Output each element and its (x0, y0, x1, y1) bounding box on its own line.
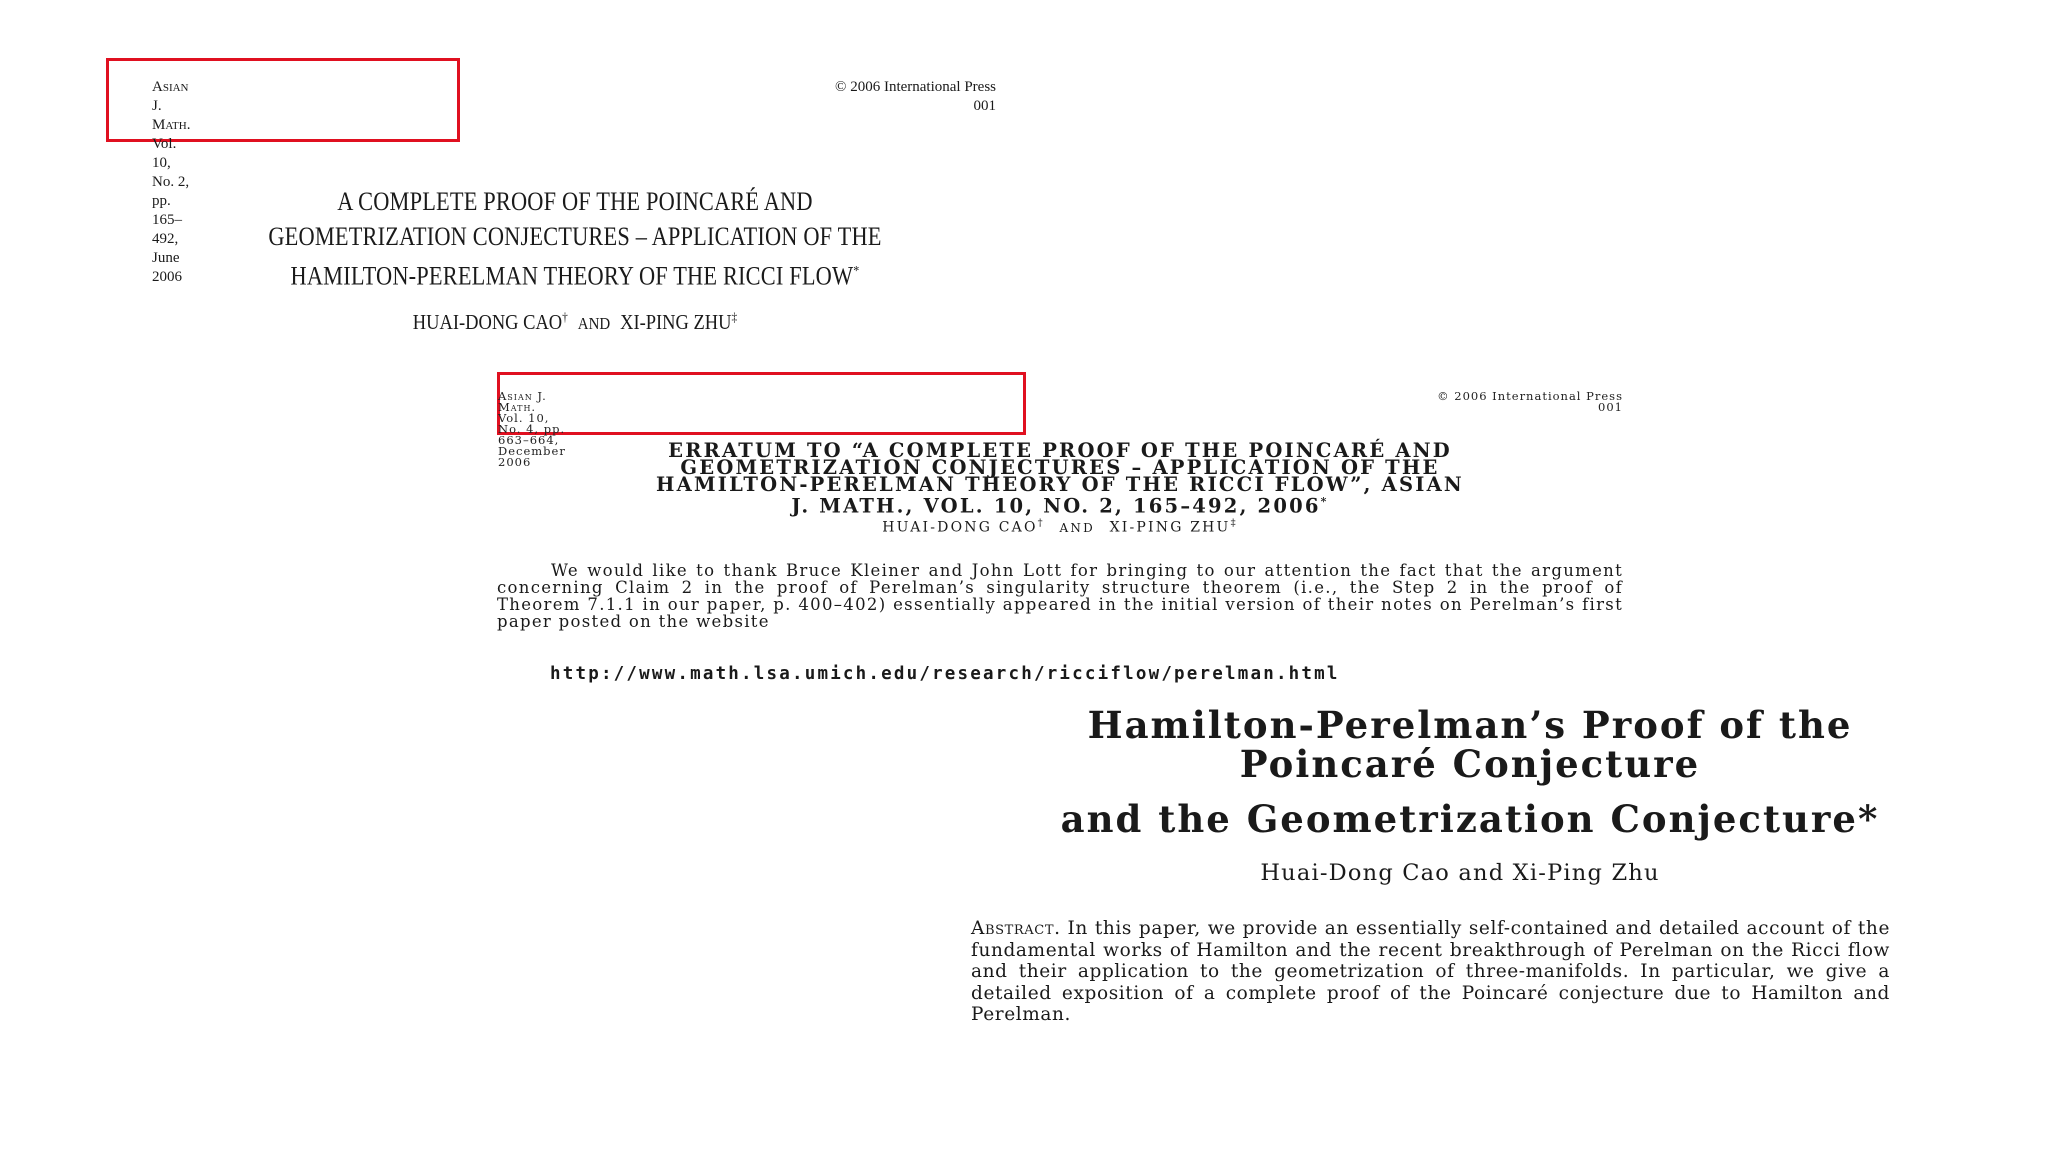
proof-authors: Huai-Dong Cao and Xi-Ping Zhu (1260, 860, 1660, 886)
proof-title-line3: and the Geometrization Conjecture* (1060, 797, 1880, 841)
copyright-code: 001 (973, 98, 996, 114)
footnote-mark: † (562, 309, 568, 324)
author-name: XI-PING ZHU (620, 310, 732, 334)
journal-citation-1 (152, 78, 190, 287)
title-line: HAMILTON-PERELMAN THEORY OF THE RICCI FLOW”, ASIAN (656, 473, 1464, 496)
title-line: ERRATUM TO “A COMPLETE PROOF OF THE POINCARÉ AND (668, 439, 1452, 462)
journal-name: Asian J. Math. (498, 389, 547, 414)
abstract-label: Abstract. (971, 918, 1061, 939)
title-line-text: J. MATH., VOL. 10, NO. 2, 165–492, 2006 (791, 494, 1321, 518)
copyright-text: © 2006 International Press (1437, 389, 1623, 403)
author-name: HUAI-DONG CAO (412, 310, 563, 334)
title-line (495, 493, 1625, 518)
title-line-text: HAMILTON-PERELMAN THEORY OF THE RICCI FLOW (290, 261, 854, 291)
author-conjunction: AND (577, 314, 611, 333)
proof-title (920, 703, 2020, 786)
copyright-notice-1 (780, 78, 996, 116)
erratum-url: http://www.math.lsa.umich.edu/research/ricciflow/perelman.html (550, 664, 1340, 684)
author-name: HUAI-DONG CAO (882, 519, 1038, 536)
title-line: Poincaré Conjecture (1239, 742, 1701, 786)
footnote-mark: * (853, 264, 860, 279)
paper-authors-1 (333, 309, 817, 335)
title-line: GEOMETRIZATION CONJECTURES – APPLICATION OF THE (680, 456, 1440, 479)
title-line: Hamilton-Perelman’s Proof of the (1087, 703, 1853, 747)
copyright-notice-2 (1300, 391, 1623, 413)
proof-abstract (971, 918, 1890, 1026)
title-line: A COMPLETE PROOF OF THE POINCARÉ AND (337, 187, 813, 216)
footnote-mark: ‡ (731, 309, 738, 324)
title-line: GEOMETRIZATION CONJECTURES – APPLICATION OF THE (268, 222, 882, 251)
copyright-text: © 2006 International Press (835, 79, 996, 95)
footnote-mark: † (1037, 518, 1045, 529)
erratum-body: We would like to thank Bruce Kleiner and John Lott for bringing to our attention the fact that the argument concerning Claim 2 in the proof of Perelman’s singularity structure theorem (i.e., the Step 2 in the proof of Theorem 7.1.1 in our paper, p. 400–402) essentially appeared in the initial version of their notes on Perelman’s first paper posted on the website (497, 561, 1623, 631)
erratum-authors (700, 518, 1420, 536)
abstract-text: In this paper, we provide an essentially self-contained and detailed account of the fundamental works of Hamilton and the recent breakthrough of Perelman on the Ricci flow and their application to the geometrization of three-manifolds. In particular, we give a detailed exposition of a complete proof of the Poincaré conjecture due to Hamilton and Perelman. (971, 918, 1890, 1025)
footnote-mark: * (1320, 495, 1329, 508)
journal-highlight-box-2 (497, 372, 1026, 435)
paper-title-1 (210, 184, 941, 294)
journal-name: Asian J. Math. (152, 79, 191, 133)
journal-volume: Vol. 10, No. 4, pp. 663–664, December 2006 (498, 411, 566, 469)
journal-volume: Vol. 10, No. 2, pp. 165–492, June 2006 (152, 136, 190, 285)
title-line (210, 254, 941, 294)
author-conjunction: AND (1059, 520, 1095, 535)
copyright-code: 001 (1598, 400, 1623, 414)
author-name: XI-PING ZHU (1109, 519, 1231, 536)
footnote-mark: ‡ (1230, 518, 1238, 529)
